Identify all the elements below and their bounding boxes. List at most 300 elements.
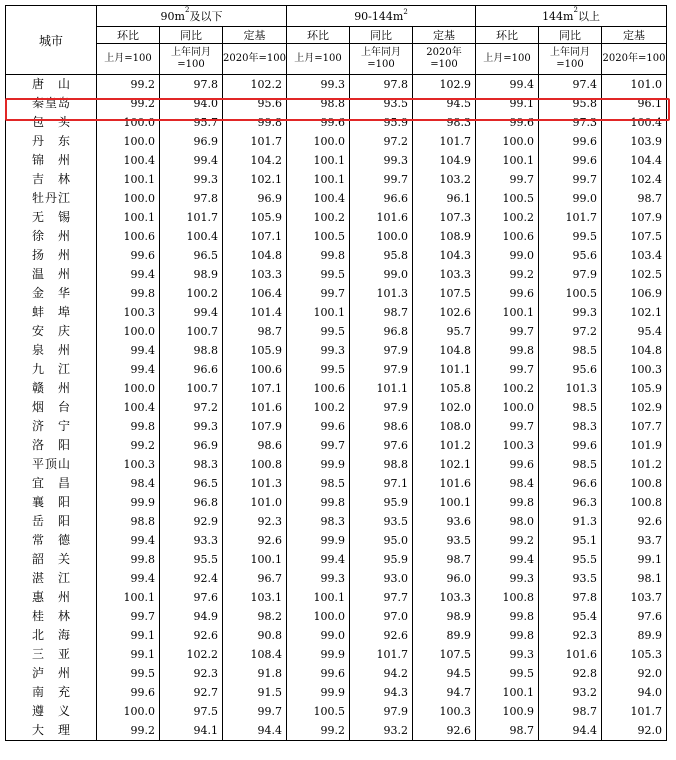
index-value: 94.4 — [223, 721, 287, 741]
index-value: 104.2 — [223, 151, 287, 170]
index-value: 96.0 — [413, 569, 476, 588]
index-value: 101.3 — [539, 379, 602, 398]
city-name: 丹东 — [6, 132, 97, 151]
index-value: 99.4 — [287, 550, 350, 569]
index-value: 100.1 — [223, 550, 287, 569]
index-value: 97.9 — [350, 702, 413, 721]
table-row — [6, 113, 667, 132]
index-value: 99.7 — [287, 436, 350, 455]
index-value: 98.8 — [160, 341, 223, 360]
table-row — [6, 474, 667, 493]
index-value: 95.5 — [539, 550, 602, 569]
index-value: 101.1 — [413, 360, 476, 379]
index-value: 100.1 — [476, 303, 539, 322]
index-value: 100.3 — [476, 436, 539, 455]
table-row — [6, 303, 667, 322]
index-value: 100.1 — [97, 170, 160, 189]
index-value: 99.7 — [350, 170, 413, 189]
index-value: 107.1 — [223, 379, 287, 398]
city-name: 吉林 — [6, 170, 97, 189]
index-value: 96.5 — [160, 474, 223, 493]
index-value: 100.5 — [476, 189, 539, 208]
index-value: 99.2 — [476, 531, 539, 550]
city-name: 九江 — [6, 360, 97, 379]
table-row — [6, 702, 667, 721]
index-value: 97.9 — [350, 398, 413, 417]
city-name: 扬州 — [6, 246, 97, 265]
index-value: 100.2 — [476, 208, 539, 227]
index-value: 100.0 — [476, 398, 539, 417]
city-name: 泉州 — [6, 341, 97, 360]
index-value: 101.7 — [413, 132, 476, 151]
index-value: 97.2 — [350, 132, 413, 151]
table-row — [6, 208, 667, 227]
index-value: 100.3 — [97, 303, 160, 322]
index-value: 96.3 — [539, 493, 602, 512]
index-value: 108.0 — [413, 417, 476, 436]
city-name: 蚌埠 — [6, 303, 97, 322]
index-value: 104.4 — [602, 151, 667, 170]
index-value: 97.9 — [350, 360, 413, 379]
index-value: 95.9 — [350, 550, 413, 569]
index-value: 100.0 — [287, 607, 350, 626]
index-value: 98.5 — [539, 455, 602, 474]
index-value: 100.1 — [97, 208, 160, 227]
index-value: 94.2 — [350, 664, 413, 683]
index-value: 92.4 — [160, 569, 223, 588]
index-value: 100.3 — [97, 455, 160, 474]
index-value: 99.6 — [476, 284, 539, 303]
index-value: 99.6 — [97, 683, 160, 702]
index-value: 102.1 — [602, 303, 667, 322]
index-value: 100.4 — [160, 227, 223, 246]
index-value: 106.4 — [223, 284, 287, 303]
table-body — [6, 75, 667, 741]
table-row — [6, 151, 667, 170]
index-value: 101.7 — [539, 208, 602, 227]
index-value: 99.4 — [97, 265, 160, 284]
city-name: 宜昌 — [6, 474, 97, 493]
index-value: 101.1 — [350, 379, 413, 398]
base-label: 上月=100 — [97, 44, 160, 75]
city-name: 三亚 — [6, 645, 97, 664]
index-value: 98.2 — [223, 607, 287, 626]
index-value: 100.0 — [97, 702, 160, 721]
index-value: 99.2 — [97, 94, 160, 113]
index-value: 103.4 — [602, 246, 667, 265]
index-value: 92.6 — [160, 626, 223, 645]
index-value: 100.8 — [602, 493, 667, 512]
index-value: 101.7 — [160, 208, 223, 227]
subheader-yoy: 同比 — [539, 27, 602, 44]
index-value: 99.5 — [476, 664, 539, 683]
city-name: 烟台 — [6, 398, 97, 417]
index-value: 99.4 — [160, 151, 223, 170]
index-value: 93.2 — [539, 683, 602, 702]
index-value: 95.5 — [160, 550, 223, 569]
index-value: 97.9 — [539, 265, 602, 284]
index-value: 100.4 — [97, 398, 160, 417]
index-value: 96.6 — [350, 189, 413, 208]
city-name: 秦皇岛 — [6, 94, 97, 113]
index-value: 99.8 — [476, 493, 539, 512]
index-value: 97.5 — [160, 702, 223, 721]
index-value: 107.5 — [413, 284, 476, 303]
group-header: $90m^2$及以下 — [97, 6, 287, 27]
index-value: 95.8 — [350, 246, 413, 265]
table-row — [6, 246, 667, 265]
city-column-header: 城市 — [6, 6, 97, 75]
index-value: 99.6 — [476, 113, 539, 132]
index-value: 101.2 — [413, 436, 476, 455]
index-value: 100.1 — [97, 588, 160, 607]
index-value: 100.0 — [97, 132, 160, 151]
subheader-mom: 环比 — [97, 27, 160, 44]
index-value: 98.7 — [413, 550, 476, 569]
index-value: 102.2 — [223, 75, 287, 95]
index-value: 100.6 — [476, 227, 539, 246]
index-value: 98.8 — [350, 455, 413, 474]
table-row — [6, 531, 667, 550]
table-row — [6, 569, 667, 588]
index-value: 99.7 — [476, 360, 539, 379]
index-value: 102.0 — [413, 398, 476, 417]
index-value: 99.0 — [350, 265, 413, 284]
index-value: 98.3 — [413, 113, 476, 132]
index-value: 100.8 — [223, 455, 287, 474]
city-name: 牡丹江 — [6, 189, 97, 208]
index-value: 99.6 — [539, 151, 602, 170]
index-value: 99.5 — [287, 265, 350, 284]
table-row — [6, 455, 667, 474]
index-value: 97.8 — [539, 588, 602, 607]
index-value: 97.6 — [602, 607, 667, 626]
index-value: 93.5 — [350, 512, 413, 531]
table-row — [6, 189, 667, 208]
index-value: 99.3 — [350, 151, 413, 170]
index-value: 96.1 — [602, 94, 667, 113]
index-value: 96.6 — [539, 474, 602, 493]
city-name: 锦州 — [6, 151, 97, 170]
index-value: 102.6 — [413, 303, 476, 322]
index-value: 99.8 — [97, 417, 160, 436]
city-name: 泸州 — [6, 664, 97, 683]
index-value: 100.5 — [287, 227, 350, 246]
table-row — [6, 265, 667, 284]
index-value: 100.1 — [287, 170, 350, 189]
index-value: 104.8 — [223, 246, 287, 265]
index-value: 100.6 — [97, 227, 160, 246]
table-row — [6, 170, 667, 189]
index-value: 99.3 — [476, 569, 539, 588]
index-value: 99.8 — [97, 284, 160, 303]
index-value: 99.7 — [539, 170, 602, 189]
index-value: 102.4 — [602, 170, 667, 189]
table-row — [6, 550, 667, 569]
city-name: 安庆 — [6, 322, 97, 341]
index-value: 105.9 — [602, 379, 667, 398]
city-name: 遵义 — [6, 702, 97, 721]
index-value: 99.4 — [97, 531, 160, 550]
index-value: 95.7 — [413, 322, 476, 341]
index-value: 104.9 — [413, 151, 476, 170]
index-value: 100.1 — [287, 303, 350, 322]
index-value: 100.8 — [602, 474, 667, 493]
city-name: 洛阳 — [6, 436, 97, 455]
index-value: 99.8 — [287, 493, 350, 512]
index-value: 99.2 — [476, 265, 539, 284]
index-value: 99.8 — [223, 113, 287, 132]
index-value: 100.9 — [476, 702, 539, 721]
city-name: 岳阳 — [6, 512, 97, 531]
index-value: 99.5 — [287, 322, 350, 341]
index-value: 99.2 — [97, 436, 160, 455]
index-value: 98.8 — [97, 512, 160, 531]
base-label: 上月=100 — [476, 44, 539, 75]
index-value: 95.6 — [539, 246, 602, 265]
index-value: 99.4 — [476, 75, 539, 95]
city-name: 大理 — [6, 721, 97, 741]
index-value: 100.1 — [287, 588, 350, 607]
index-value: 99.4 — [160, 303, 223, 322]
index-value: 101.7 — [602, 702, 667, 721]
index-value: 99.3 — [287, 341, 350, 360]
index-value: 103.2 — [413, 170, 476, 189]
table-row — [6, 398, 667, 417]
index-value: 98.0 — [476, 512, 539, 531]
index-value: 100.1 — [287, 151, 350, 170]
index-value: 99.9 — [97, 493, 160, 512]
index-value: 94.5 — [413, 664, 476, 683]
index-value: 99.0 — [476, 246, 539, 265]
index-value: 100.0 — [287, 132, 350, 151]
index-value: 100.0 — [350, 227, 413, 246]
index-value: 99.4 — [97, 341, 160, 360]
index-value: 91.8 — [223, 664, 287, 683]
index-value: 99.8 — [476, 607, 539, 626]
index-value: 92.3 — [539, 626, 602, 645]
index-value: 96.5 — [160, 246, 223, 265]
index-value: 93.6 — [413, 512, 476, 531]
city-name: 常德 — [6, 531, 97, 550]
index-value: 96.6 — [160, 360, 223, 379]
index-value: 101.0 — [602, 75, 667, 95]
index-value: 104.8 — [413, 341, 476, 360]
index-value: 98.1 — [602, 569, 667, 588]
index-value: 99.3 — [160, 417, 223, 436]
index-value: 99.8 — [97, 550, 160, 569]
base-label: 上年同月=100 — [539, 44, 602, 75]
index-value: 99.3 — [287, 569, 350, 588]
index-value: 100.4 — [97, 151, 160, 170]
index-value: 99.0 — [539, 189, 602, 208]
index-value: 97.8 — [160, 75, 223, 95]
index-value: 100.0 — [97, 113, 160, 132]
subheader-fixed-base: 定基 — [223, 27, 287, 44]
index-value: 101.7 — [223, 132, 287, 151]
index-value: 94.5 — [413, 94, 476, 113]
city-name: 湛江 — [6, 569, 97, 588]
index-value: 93.2 — [350, 721, 413, 741]
index-value: 100.0 — [476, 132, 539, 151]
index-value: 100.1 — [476, 683, 539, 702]
index-value: 102.5 — [602, 265, 667, 284]
index-value: 100.6 — [223, 360, 287, 379]
table-row — [6, 512, 667, 531]
index-value: 100.0 — [97, 322, 160, 341]
index-value: 93.5 — [350, 94, 413, 113]
index-value: 100.2 — [160, 284, 223, 303]
table-row — [6, 322, 667, 341]
index-value: 94.9 — [160, 607, 223, 626]
table-row — [6, 436, 667, 455]
index-value: 92.6 — [413, 721, 476, 741]
table-row — [6, 284, 667, 303]
index-value: 94.0 — [160, 94, 223, 113]
index-value: 99.8 — [476, 341, 539, 360]
index-value: 96.9 — [160, 132, 223, 151]
index-value: 107.9 — [602, 208, 667, 227]
index-value: 103.3 — [413, 588, 476, 607]
index-value: 99.9 — [287, 455, 350, 474]
index-value: 98.3 — [287, 512, 350, 531]
index-value: 103.7 — [602, 588, 667, 607]
index-value: 103.3 — [413, 265, 476, 284]
city-name: 唐山 — [6, 75, 97, 95]
index-value: 95.6 — [539, 360, 602, 379]
index-value: 102.2 — [160, 645, 223, 664]
index-value: 100.8 — [476, 588, 539, 607]
city-name: 金华 — [6, 284, 97, 303]
city-name: 济宁 — [6, 417, 97, 436]
index-value: 98.6 — [350, 417, 413, 436]
base-label: 2020年=100 — [602, 44, 667, 75]
table-row — [6, 132, 667, 151]
index-value: 100.2 — [287, 208, 350, 227]
index-value: 100.3 — [602, 360, 667, 379]
index-value: 99.6 — [539, 436, 602, 455]
index-value: 97.3 — [539, 113, 602, 132]
index-value: 95.0 — [350, 531, 413, 550]
index-value: 99.6 — [287, 664, 350, 683]
index-value: 97.6 — [160, 588, 223, 607]
subheader-mom: 环比 — [287, 27, 350, 44]
index-value: 99.0 — [287, 626, 350, 645]
index-value: 100.2 — [476, 379, 539, 398]
index-value: 98.3 — [160, 455, 223, 474]
index-value: 92.8 — [539, 664, 602, 683]
index-value: 98.7 — [539, 702, 602, 721]
index-value: 102.9 — [602, 398, 667, 417]
index-value: 108.4 — [223, 645, 287, 664]
index-value: 99.7 — [223, 702, 287, 721]
index-value: 97.0 — [350, 607, 413, 626]
index-value: 101.7 — [350, 645, 413, 664]
base-label: 上年同月=100 — [160, 44, 223, 75]
table-row — [6, 721, 667, 741]
index-value: 107.5 — [413, 645, 476, 664]
index-value: 99.7 — [476, 417, 539, 436]
base-label: 上年同月=100 — [350, 44, 413, 75]
index-value: 107.3 — [413, 208, 476, 227]
index-value: 99.2 — [97, 721, 160, 741]
city-name: 韶关 — [6, 550, 97, 569]
index-value: 100.5 — [287, 702, 350, 721]
index-value: 97.9 — [350, 341, 413, 360]
city-name: 平顶山 — [6, 455, 97, 474]
index-value: 100.3 — [413, 702, 476, 721]
subheader-yoy: 同比 — [350, 27, 413, 44]
index-value: 92.6 — [350, 626, 413, 645]
city-name: 惠州 — [6, 588, 97, 607]
index-value: 93.5 — [539, 569, 602, 588]
index-value: 98.9 — [413, 607, 476, 626]
index-value: 92.0 — [602, 664, 667, 683]
index-value: 98.5 — [539, 341, 602, 360]
subheader-mom: 环比 — [476, 27, 539, 44]
index-value: 101.4 — [223, 303, 287, 322]
index-value: 92.9 — [160, 512, 223, 531]
index-value: 93.3 — [160, 531, 223, 550]
index-value: 100.4 — [602, 113, 667, 132]
index-value: 101.3 — [350, 284, 413, 303]
index-value: 101.6 — [413, 474, 476, 493]
index-value: 94.7 — [413, 683, 476, 702]
index-value: 99.6 — [97, 246, 160, 265]
index-value: 97.6 — [350, 436, 413, 455]
index-value: 99.4 — [476, 550, 539, 569]
index-value: 99.3 — [287, 75, 350, 95]
index-value: 99.1 — [97, 626, 160, 645]
table-row — [6, 94, 667, 113]
index-value: 96.8 — [350, 322, 413, 341]
table-row — [6, 683, 667, 702]
base-label: 2020年=100 — [413, 44, 476, 75]
index-value: 100.7 — [160, 379, 223, 398]
index-value: 95.9 — [350, 493, 413, 512]
index-value: 107.1 — [223, 227, 287, 246]
index-value: 97.2 — [160, 398, 223, 417]
index-value: 99.9 — [287, 683, 350, 702]
index-value: 99.4 — [97, 569, 160, 588]
index-value: 98.7 — [350, 303, 413, 322]
index-value: 99.5 — [97, 664, 160, 683]
index-value: 91.3 — [539, 512, 602, 531]
table-row — [6, 417, 667, 436]
index-value: 93.0 — [350, 569, 413, 588]
index-value: 108.9 — [413, 227, 476, 246]
city-name: 徐州 — [6, 227, 97, 246]
index-value: 95.4 — [602, 322, 667, 341]
index-value: 89.9 — [413, 626, 476, 645]
city-name: 北海 — [6, 626, 97, 645]
index-value: 97.8 — [160, 189, 223, 208]
index-value: 99.7 — [97, 607, 160, 626]
table-row — [6, 645, 667, 664]
city-name: 桂林 — [6, 607, 97, 626]
index-value: 93.7 — [602, 531, 667, 550]
index-value: 102.1 — [413, 455, 476, 474]
index-value: 100.5 — [539, 284, 602, 303]
group-header: $90-144m^2$ — [287, 6, 476, 27]
index-value: 95.4 — [539, 607, 602, 626]
index-value: 94.3 — [350, 683, 413, 702]
index-value: 100.1 — [413, 493, 476, 512]
index-value: 99.9 — [287, 531, 350, 550]
index-value: 94.1 — [160, 721, 223, 741]
index-value: 101.6 — [539, 645, 602, 664]
index-value: 99.3 — [160, 170, 223, 189]
